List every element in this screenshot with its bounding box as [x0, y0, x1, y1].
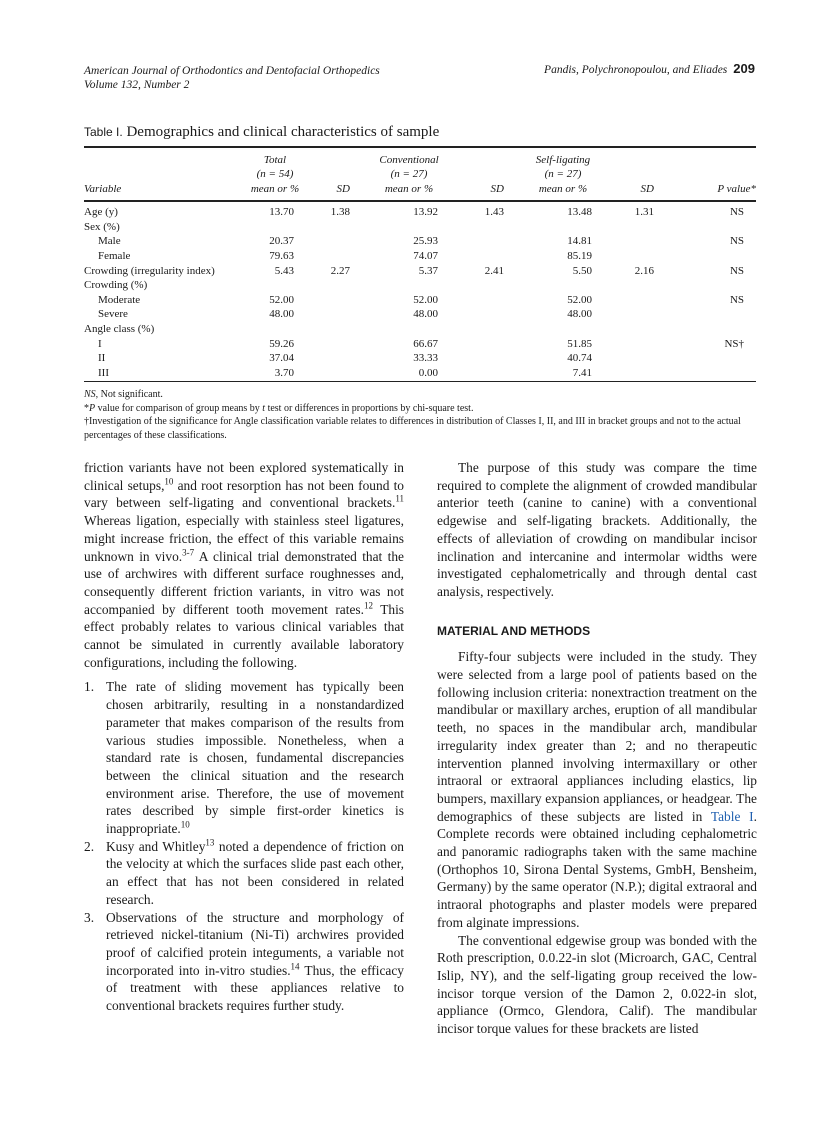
row-label: II: [98, 352, 106, 365]
table-cell: [450, 366, 522, 381]
text-segment: Observations of the structure and morphology of retrieved nickel-titanium (Ni-Ti) archwires provided proof of calcified protein integuments, a variable not incorporated into in-vitro studies.: [106, 909, 404, 978]
table-cell: [450, 293, 522, 308]
table-cell: 33.33: [413, 352, 438, 365]
table-cell: 48.00: [567, 308, 592, 321]
section-heading: MATERIAL AND METHODS: [437, 623, 591, 638]
journal-volume: Volume 132, Number 2: [84, 79, 190, 91]
table-cell: 20.37: [269, 235, 294, 248]
p-value-cell: [672, 249, 756, 264]
table-header: [84, 152, 756, 200]
table-cell: 0.00: [418, 366, 438, 379]
citation-superscript[interactable]: 3-7: [182, 547, 195, 558]
running-header-right: [544, 62, 755, 77]
column-header: [672, 167, 756, 182]
table-top-rule: [84, 146, 756, 148]
table-cell: 52.00: [269, 293, 294, 306]
row-label: Moderate: [98, 293, 141, 306]
table-cell: [450, 220, 522, 235]
table-row: [84, 322, 756, 337]
table-cell: [306, 220, 368, 235]
table-cell: 5.43: [274, 264, 294, 277]
text-segment: and root resorption has not been found to vary between self-ligating and conventional brackets.: [84, 477, 404, 511]
methods-text: Fifty-four subjects were included in the study. They were selected from a large pool of patients based on the following inclusion criteria: nonextraction treatment on the mandibular or maxillary arches, eruption of all mandibular teeth, no spaces in the mandibular arch, mandibular irregularity index greater than 2; and no therapeutic intervention planned involving intermaxillary or other intraoral or extraoral appliances including elastics, lip bumpers, maxillary expansion appliances, or headgear. The demographics of these subjects are listed in: [437, 649, 757, 824]
column-header: mean or %: [538, 182, 588, 195]
table-cell: [604, 322, 672, 337]
demographics-table: [84, 152, 756, 380]
table-cell: 85.19: [567, 249, 592, 262]
list-item: [84, 838, 404, 909]
p-value-cell: [672, 220, 756, 235]
p-italic: P: [89, 402, 96, 414]
citation-superscript[interactable]: 10: [164, 476, 174, 487]
table-title: Demographics and clinical characteristics of sample: [126, 124, 440, 140]
footnote-dagger: †Investigation of the significance for Angle classification variable relates to differences in distribution of Classes I, II, and III in bracket groups and not to the actual percentages of these classifications.: [84, 416, 741, 441]
column-header: [672, 152, 756, 167]
table-cell: [450, 322, 522, 337]
text-segment: A clinical trial demonstrated that the use of archwires with different surface roughnesses and, consequently different friction variants, in vitro was not accompanied by different tooth movement rates.: [84, 548, 404, 617]
row-label: Severe: [98, 308, 128, 321]
table-cell: [306, 293, 368, 308]
table-cell: 40.74: [567, 352, 592, 365]
column-header: SD: [640, 182, 654, 195]
table-cell: [306, 337, 368, 352]
ns-text: Not significant.: [98, 389, 163, 400]
table-cell: [306, 249, 368, 264]
footnote-ns: [84, 388, 756, 402]
table-cell: [244, 278, 306, 293]
table-row: [84, 278, 756, 293]
table-cell: [604, 307, 672, 322]
table-cell: [368, 322, 450, 337]
table-cell: [244, 220, 306, 235]
footnote-p-value: [84, 402, 756, 416]
text-segment: Whereas ligation, especially with stainless steel ligatures, might increase friction, the effect of this variable remains unknown in vivo.: [84, 513, 404, 564]
table-cell: [306, 366, 368, 381]
methods-paragraph-2: The conventional edgewise group was bonded with the Roth prescription, 0.0.22-in slot (Microarch, GAC, Central Islip, NY), and the self-ligating group received the low-incisor torque version of the Damon 2, 0.022-in slot, appliance (Ormco, Glendora, Calif). The mandibular incisor torque values for these brackets are listed: [437, 932, 757, 1037]
intro-paragraph: [84, 459, 404, 671]
methods-paragraph-1: [437, 648, 757, 931]
p-value-cell: NS: [729, 293, 744, 306]
column-header: [604, 167, 672, 182]
citation-superscript[interactable]: 12: [363, 600, 373, 611]
table-cell: 7.41: [572, 366, 592, 379]
table-cell: 52.00: [567, 293, 592, 306]
column-header: (n = 27): [544, 168, 582, 181]
row-label: III: [98, 366, 109, 379]
citation-superscript[interactable]: 13: [205, 837, 215, 848]
column-header: Total: [263, 153, 287, 166]
column-header: [84, 152, 244, 167]
t-italic: t: [262, 402, 266, 414]
table-row: [84, 366, 756, 381]
table-cell: [306, 307, 368, 322]
authors: Pandis, Polychronopoulou, and Eliades: [544, 64, 728, 76]
table-cell: [368, 220, 450, 235]
text-segment: friction variants have not been explored systematically in clinical setups,: [84, 460, 404, 493]
row-label: Female: [98, 249, 131, 262]
p-text: value for comparison of group means by: [95, 402, 263, 414]
column-header: SD: [490, 182, 504, 195]
table-row: [84, 351, 756, 366]
column-header: [604, 152, 672, 167]
row-label: I: [98, 337, 102, 350]
asterisk: *: [84, 402, 89, 414]
table-cell: [450, 278, 522, 293]
table-cell: [306, 351, 368, 366]
row-label: Crowding (%): [84, 279, 148, 292]
table-cell: [604, 249, 672, 264]
column-header: [306, 167, 368, 182]
header-row: [84, 152, 756, 167]
table-cell: [604, 293, 672, 308]
table-caption: [84, 124, 439, 141]
table-cell: [604, 351, 672, 366]
column-header: Variable: [84, 182, 122, 195]
row-label: Angle class (%): [84, 322, 155, 335]
table-cell: [306, 322, 368, 337]
table-footnotes: [84, 388, 756, 442]
running-header-left: [84, 64, 380, 92]
p-value-cell: [672, 366, 756, 381]
list-number: 3.: [84, 909, 95, 925]
row-label: Sex (%): [84, 220, 120, 233]
table-row: [84, 234, 756, 249]
table-link[interactable]: Table I: [710, 808, 754, 824]
table-cell: [306, 234, 368, 249]
table-label: Table I.: [84, 125, 123, 139]
table-cell: [604, 337, 672, 352]
table-cell: 52.00: [413, 293, 438, 306]
p-value-cell: NS†: [724, 337, 744, 350]
citation-superscript[interactable]: 10: [180, 819, 190, 830]
table-cell: 13.70: [269, 206, 294, 219]
table-cell: 74.07: [413, 249, 438, 262]
table-cell: 1.31: [634, 206, 654, 219]
table-cell: 5.50: [572, 264, 592, 277]
table-cell: 37.04: [269, 352, 294, 365]
table-cell: [450, 234, 522, 249]
p-value-cell: [672, 307, 756, 322]
table-cell: [306, 278, 368, 293]
p-value-cell: NS: [729, 206, 744, 219]
header-row: [84, 167, 756, 182]
citation-superscript[interactable]: 11: [395, 493, 404, 504]
table-cell: 51.85: [567, 337, 592, 350]
table-cell: [522, 278, 604, 293]
column-header: (n = 54): [256, 168, 294, 181]
table-cell: 5.37: [418, 264, 438, 277]
table-row: [84, 200, 756, 220]
table-cell: 79.63: [269, 249, 294, 262]
page-number: 209: [733, 61, 755, 76]
p-value-cell: NS: [729, 235, 744, 248]
text-segment: Kusy and Whitley: [106, 838, 206, 854]
journal-name: American Journal of Orthodontics and Dentofacial Orthopedics: [84, 65, 380, 77]
column-header: SD: [336, 182, 350, 195]
p-value-cell: [672, 322, 756, 337]
table-bottom-rule: [84, 381, 756, 382]
text-segment: The rate of sliding movement has typically been chosen arbitrarily, resulting in a nonstandardized parameter that makes comparison of the results from various studies impossible. Nonetheless, when a standard rate is chosen, fundamental discrepancies between the clinical situation and the research environment arise. Therefore, the use of movement rates described by simple first-order kinetics is inappropriate.: [106, 679, 404, 837]
table-cell: 48.00: [413, 308, 438, 321]
table-cell: 13.92: [413, 206, 438, 219]
list-number: 1.: [84, 679, 95, 695]
numbered-list: [84, 678, 404, 1014]
column-header: [306, 152, 368, 167]
table-cell: 2.27: [330, 264, 350, 277]
table-row: [84, 337, 756, 352]
row-label: Age (y): [84, 206, 118, 219]
ns-abbr: NS,: [84, 389, 99, 400]
table-cell: [604, 234, 672, 249]
table-row: [84, 293, 756, 308]
table-cell: 25.93: [413, 235, 438, 248]
table-cell: [604, 278, 672, 293]
table-cell: [604, 366, 672, 381]
column-header: mean or %: [384, 182, 434, 195]
table-row: [84, 307, 756, 322]
table-cell: 2.16: [634, 264, 654, 277]
column-header: (n = 27): [390, 168, 428, 181]
table-cell: [450, 337, 522, 352]
table-cell: 66.67: [413, 337, 438, 350]
left-column: [84, 459, 404, 1015]
table-cell: 13.48: [567, 206, 592, 219]
table-cell: [604, 220, 672, 235]
column-header: P value*: [717, 182, 756, 195]
table-cell: [450, 249, 522, 264]
list-item: [84, 909, 404, 1015]
table-cell: [368, 278, 450, 293]
text-segment: noted a dependence of friction on the velocity at which the surfaces slide past each other, an effect that has not been considered in related research.: [106, 838, 404, 907]
right-column: [437, 459, 757, 1038]
row-label: Male: [98, 235, 121, 248]
table-cell: 59.26: [269, 337, 294, 350]
text-segment: This effect probably relates to various clinical variables that cannot be simulated in currently available laboratory configurations, including the following.: [84, 601, 404, 670]
table-cell: 48.00: [269, 308, 294, 321]
column-header: Self-ligating: [535, 153, 591, 166]
citation-superscript[interactable]: 14: [290, 961, 300, 972]
table-cell: 1.38: [330, 206, 350, 219]
list-item: [84, 678, 404, 837]
table-cell: [244, 322, 306, 337]
column-header: [450, 167, 522, 182]
table-cell: [450, 307, 522, 322]
row-label: Crowding (irregularity index): [84, 264, 215, 277]
methods-text-cont: . Complete records were obtained including cephalometric and panoramic radiographs taken with the same machine (Orthophos 10, Sirona Dental Systems, GmbH, Bensheim, Germany) by the same operator (N.P.); digital extraoral and intraoral photographs and plaster models were prepared from alginate impressions.: [437, 808, 757, 930]
column-header: [450, 152, 522, 167]
p-text-end: test or differences in proportions by chi-square test.: [265, 402, 474, 414]
table-row: [84, 249, 756, 264]
table-body: [84, 200, 756, 381]
list-number: 2.: [84, 838, 95, 854]
column-header: mean or %: [250, 182, 300, 195]
text-segment: Thus, the efficacy of treatment with these appliances relative to conventional brackets requires further study.: [106, 962, 404, 1014]
p-value-cell: NS: [729, 264, 744, 277]
table-row: [84, 264, 756, 279]
table-cell: [450, 351, 522, 366]
table-cell: 3.70: [274, 366, 294, 379]
column-header: Conventional: [379, 153, 439, 166]
table-cell: 14.81: [567, 235, 592, 248]
header-row: [84, 181, 756, 200]
table-row: [84, 220, 756, 235]
p-value-cell: [672, 278, 756, 293]
purpose-paragraph: The purpose of this study was compare the time required to complete the alignment of crowded mandibular anterior teeth (canine to canine) with a conventional edgewise and self-ligating brackets. Additionally, the effects of alleviation of crowding on mandibular incisor inclination and intercanine and intermolar widths were investigated cephalometrically and through dental cast analysis, respectively.: [437, 460, 757, 599]
table-cell: [522, 220, 604, 235]
table-cell: [522, 322, 604, 337]
column-header: [84, 167, 244, 182]
table-cell: 1.43: [484, 206, 504, 219]
p-value-cell: [672, 351, 756, 366]
table-cell: 2.41: [484, 264, 504, 277]
